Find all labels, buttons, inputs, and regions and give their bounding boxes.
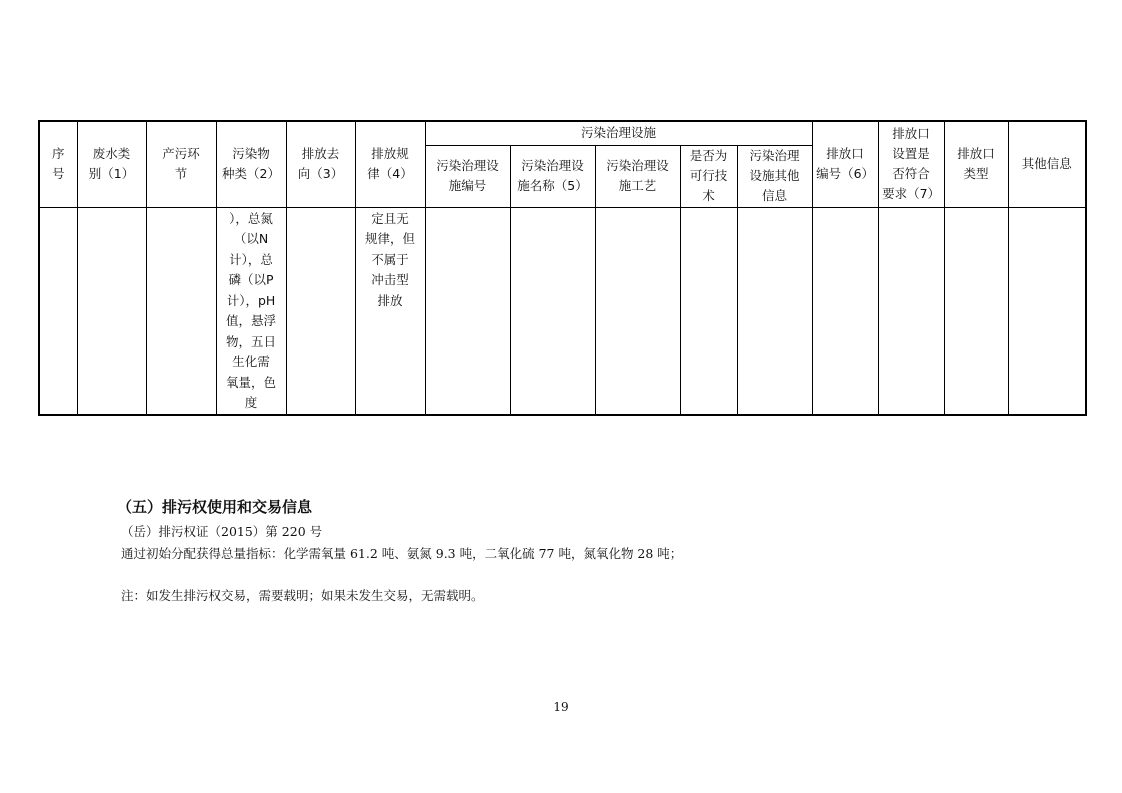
cell-facility-name: [510, 207, 595, 415]
cell-other-info: [1008, 207, 1086, 415]
cell-pollutant-type: ），总氮 （以N 计），总 磷（以P 计），pH 值，悬浮 物，五日 生化需 氧量，色 度: [216, 207, 286, 415]
table-row: [39, 207, 1086, 415]
header-pollution-source: 产污环 节: [146, 121, 216, 207]
header-pollutant-type: 污染物 种类（2）: [216, 121, 286, 207]
header-facility-name: 污染治理设 施名称（5）: [510, 145, 595, 207]
note-line: 注：如发生排污权交易，需要载明；如果未发生交易，无需载明。: [121, 588, 484, 603]
header-seq: 序 号: [39, 121, 77, 207]
cell-facility-other: [737, 207, 812, 415]
header-outlet-type: 排放口 类型: [944, 121, 1008, 207]
quota-line: 通过初始分配获得总量指标：化学需氧量 61.2 吨、氨氮 9.3 吨，二氧化硫 77 吨，氮氧化物 28 吨；: [121, 546, 683, 561]
page-number: 19: [553, 700, 569, 714]
cell-pollution-source: [146, 207, 216, 415]
header-feasible-tech: 是否为 可行技 术: [680, 145, 737, 207]
cell-wastewater-type: [77, 207, 146, 415]
cell-outlet-compliance: [878, 207, 944, 415]
header-wastewater-type: 废水类 别（1）: [77, 121, 146, 207]
cell-feasible-tech: [680, 207, 737, 415]
cell-outlet-type: [944, 207, 1008, 415]
section-title: （五）排污权使用和交易信息: [117, 498, 313, 516]
header-facility-no: 污染治理设 施编号: [425, 145, 510, 207]
cell-discharge-direction: [286, 207, 355, 415]
header-facility-other: 污染治理 设施其他 信息: [737, 145, 812, 207]
header-facility-process: 污染治理设 施工艺: [595, 145, 680, 207]
cell-outlet-no: [812, 207, 878, 415]
wastewater-discharge-table: [38, 120, 1087, 416]
header-discharge-direction: 排放去 向（3）: [286, 121, 355, 207]
header-facility-group: 污染治理设施: [425, 121, 812, 145]
cell-facility-no: [425, 207, 510, 415]
header-other-info: 其他信息: [1008, 121, 1086, 207]
permit-cert-line: （岳）排污权证（2015）第 220 号: [121, 524, 323, 539]
cell-seq: [39, 207, 77, 415]
header-outlet-compliance: 排放口 设置是 否符合 要求（7）: [878, 121, 944, 207]
header-outlet-no: 排放口 编号（6）: [812, 121, 878, 207]
header-discharge-pattern: 排放规 律（4）: [355, 121, 425, 207]
cell-discharge-pattern: 定且无 规律，但 不属于 冲击型 排放: [355, 207, 425, 415]
cell-facility-process: [595, 207, 680, 415]
